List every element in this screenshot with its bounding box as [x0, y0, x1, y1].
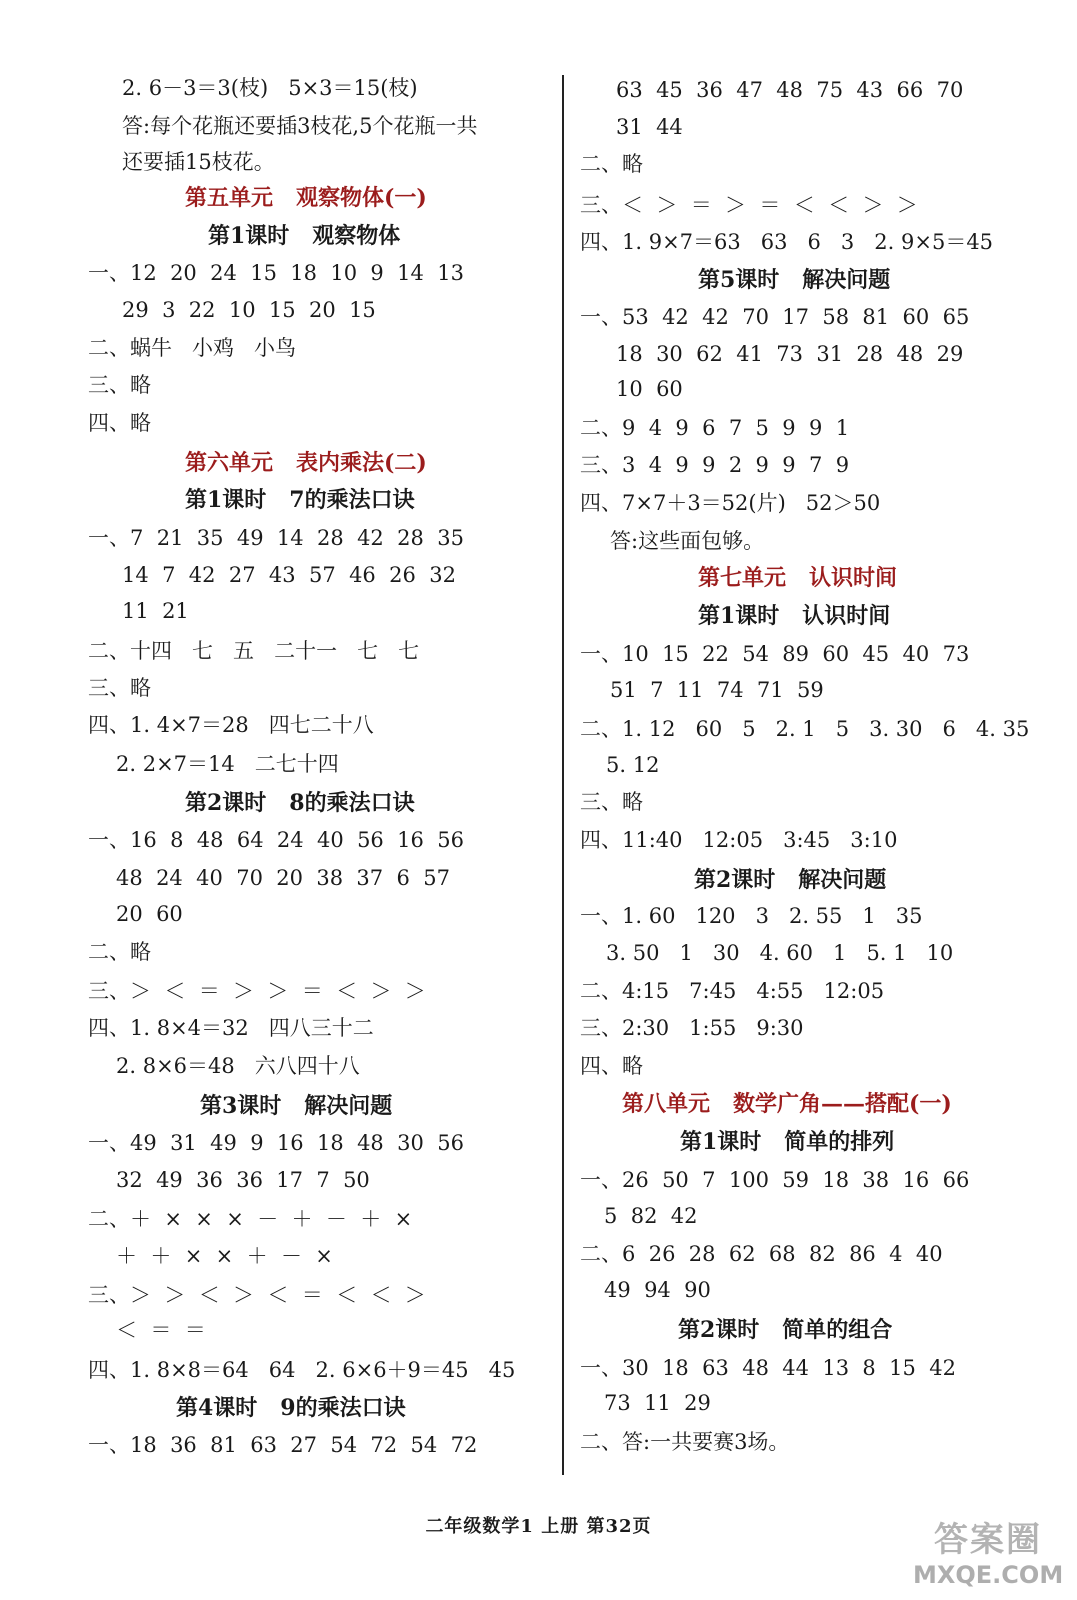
- lesson-heading: 第2课时 解决问题: [694, 867, 887, 893]
- page-footer: 二年级数学1 上册 第32页: [425, 1516, 652, 1537]
- answer-line: 一、30 18 63 48 44 13 8 15 42: [580, 1356, 956, 1380]
- answer-line: 四、7×7＋3＝52(片) 52＞50: [580, 491, 881, 515]
- answer-line: 一、1. 60 120 3 2. 55 1 35: [580, 904, 923, 928]
- lesson-heading: 第2课时 简单的组合: [678, 1317, 893, 1343]
- answer-line: 一、18 36 81 63 27 54 72 54 72: [88, 1433, 478, 1457]
- lesson-heading: 第2课时 8的乘法口诀: [185, 790, 415, 816]
- answer-line: 四、略: [88, 411, 151, 435]
- answer-line: 51 7 11 74 71 59: [610, 678, 824, 702]
- answer-line: 二、略: [580, 152, 643, 176]
- unit-heading: 第七单元 认识时间: [698, 565, 897, 591]
- lesson-heading: 第1课时 简单的排列: [680, 1129, 895, 1155]
- lesson-heading: 第1课时 认识时间: [698, 603, 891, 629]
- answer-line: 三、略: [580, 790, 643, 814]
- answer-line: 14 7 42 27 43 57 46 26 32: [122, 563, 456, 587]
- answer-line: 三、＜ ＞ ＝ ＞ ＝ ＜ ＜ ＞ ＞: [580, 193, 918, 217]
- answer-line: 20 60: [116, 902, 183, 926]
- answer-line: 5 82 42: [604, 1204, 698, 1228]
- answer-line: 还要插15枝花。: [122, 150, 275, 174]
- unit-heading: 第五单元 观察物体(一): [185, 185, 427, 211]
- answer-line: 答:每个花瓶还要插3枝花,5个花瓶一共: [122, 114, 478, 138]
- lesson-heading: 第1课时 观察物体: [208, 223, 401, 249]
- answer-line: 18 30 62 41 73 31 28 48 29: [616, 342, 964, 366]
- answer-line: ＜ ＝ ＝: [116, 1318, 206, 1342]
- answer-line: 三、＞ ＜ ＝ ＞ ＞ ＝ ＜ ＞ ＞: [88, 979, 426, 1003]
- answer-line: 11 21: [122, 599, 189, 623]
- answer-line: 5. 12: [606, 753, 660, 777]
- lesson-heading: 第5课时 解决问题: [698, 267, 891, 293]
- answer-line: 2. 6－3＝3(枝) 5×3＝15(枝): [122, 76, 418, 100]
- answer-line: 一、12 20 24 15 18 10 9 14 13: [88, 261, 464, 285]
- answer-line: 二、十四 七 五 二十一 七 七: [88, 639, 420, 663]
- answer-line: 73 11 29: [604, 1391, 711, 1415]
- answer-line: 2. 2×7＝14 二七十四: [116, 752, 339, 776]
- answer-line: 二、＋ × × × － ＋ － ＋ ×: [88, 1207, 413, 1231]
- answer-line: 49 94 90: [604, 1278, 711, 1302]
- answer-line: 31 44: [616, 115, 683, 139]
- answer-line: 二、略: [88, 940, 151, 964]
- answer-line: 四、11:40 12:05 3:45 3:10: [580, 828, 898, 852]
- answer-line: 3. 50 1 30 4. 60 1 5. 1 10: [606, 941, 954, 965]
- lesson-heading: 第4课时 9的乘法口诀: [176, 1395, 406, 1421]
- answer-line: 二、蜗牛 小鸡 小鸟: [88, 336, 297, 360]
- answer-line: 10 60: [616, 377, 683, 401]
- answer-line: 二、1. 12 60 5 2. 1 5 3. 30 6 4. 35: [580, 717, 1030, 741]
- column-divider: [562, 75, 564, 1475]
- answer-line: 四、1. 8×8＝64 64 2. 6×6＋9＝45 45: [88, 1358, 516, 1382]
- lesson-heading: 第3课时 解决问题: [200, 1093, 393, 1119]
- watermark-bottom: MXQE.COM: [913, 1561, 1064, 1589]
- answer-line: 二、6 26 28 62 68 82 86 4 40: [580, 1242, 943, 1266]
- answer-line: 一、26 50 7 100 59 18 38 16 66: [580, 1168, 970, 1192]
- watermark-logo: [913, 1512, 1063, 1592]
- answer-line: 三、＞ ＞ ＜ ＞ ＜ ＝ ＜ ＜ ＞: [88, 1283, 426, 1307]
- answer-line: 三、3 4 9 9 2 9 9 7 9: [580, 453, 850, 477]
- answer-line: 四、1. 9×7＝63 63 6 3 2. 9×5＝45: [580, 230, 994, 254]
- answer-line: 四、1. 8×4＝32 四八三十二: [88, 1016, 374, 1040]
- lesson-heading: 第1课时 7的乘法口诀: [185, 487, 415, 513]
- answer-line: 三、略: [88, 373, 151, 397]
- answer-line: 一、16 8 48 64 24 40 56 16 56: [88, 828, 464, 852]
- answer-line: 一、7 21 35 49 14 28 42 28 35: [88, 526, 464, 550]
- answer-line: 29 3 22 10 15 20 15: [122, 298, 376, 322]
- answer-line: 答:这些面包够。: [610, 529, 765, 553]
- answer-line: 63 45 36 47 48 75 43 66 70: [616, 78, 964, 102]
- answer-line: 2. 8×6＝48 六八四十八: [116, 1054, 360, 1078]
- answer-line: 四、1. 4×7＝28 四七二十八: [88, 713, 374, 737]
- answer-line: 四、略: [580, 1054, 643, 1078]
- answer-line: 三、略: [88, 676, 151, 700]
- watermark-top: 答案圈: [934, 1520, 1042, 1560]
- unit-heading: 第六单元 表内乘法(二): [185, 450, 427, 476]
- answer-line: 二、4:15 7:45 4:55 12:05: [580, 979, 885, 1003]
- answer-line: 一、53 42 42 70 17 58 81 60 65: [580, 305, 970, 329]
- unit-heading: 第八单元 数学广角——搭配(一): [622, 1091, 952, 1117]
- answer-line: 48 24 40 70 20 38 37 6 57: [116, 866, 450, 890]
- answer-line: 二、答:一共要赛3场。: [580, 1430, 790, 1454]
- answer-line: ＋ ＋ × × ＋ － ×: [116, 1244, 333, 1268]
- answer-line: 一、10 15 22 54 89 60 45 40 73: [580, 642, 970, 666]
- answer-line: 二、9 4 9 6 7 5 9 9 1: [580, 416, 850, 440]
- answer-line: 三、2:30 1:55 9:30: [580, 1016, 804, 1040]
- answer-line: 32 49 36 36 17 7 50: [116, 1168, 370, 1192]
- answer-line: 一、49 31 49 9 16 18 48 30 56: [88, 1131, 464, 1155]
